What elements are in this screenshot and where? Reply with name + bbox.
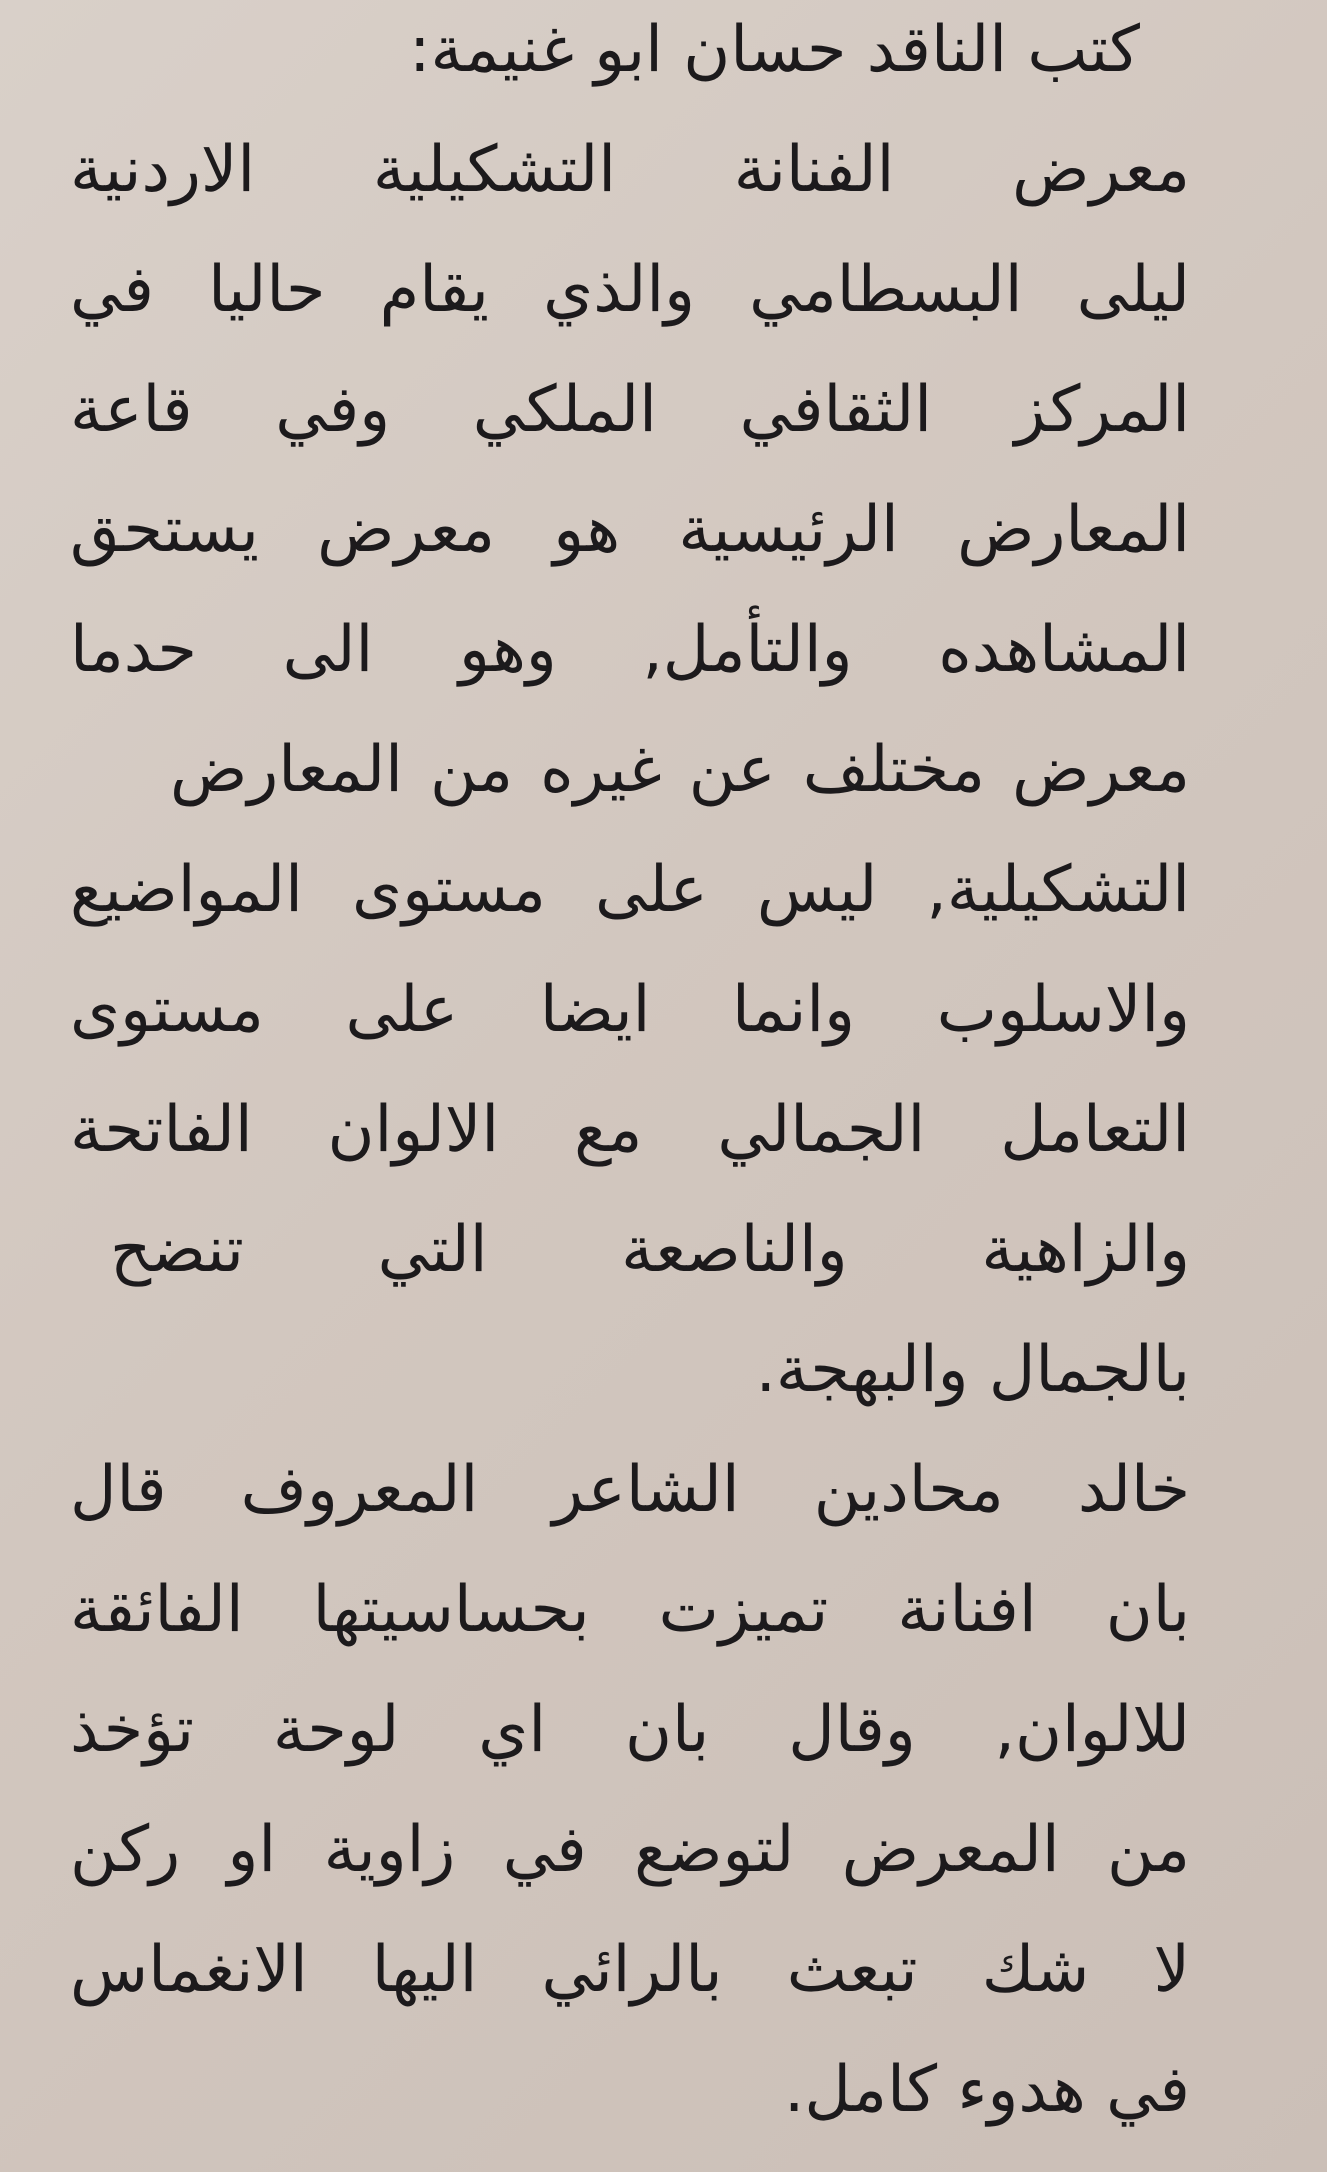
text-line: خالد محادين الشاعر المعروف قال	[70, 1453, 1190, 1527]
text-line: المشاهده والتأمل, وهو الى حدما	[70, 613, 1190, 687]
text-line: ليلى البسطامي والذي يقام حاليا في	[70, 253, 1190, 327]
text-line: بان افنانة تميزت بحساسيتها الفائقة	[70, 1573, 1190, 1647]
text-line: التعامل الجمالي مع الالوان الفاتحة	[70, 1093, 1190, 1167]
text-line: كتب الناقد حسان ابو غنيمة:	[408, 13, 1140, 87]
text-line: معرض الفنانة التشكيلية الاردنية	[70, 133, 1190, 207]
text-line: في هدوء كامل.	[783, 2053, 1190, 2127]
text-line: لا شك تبعث بالرائي اليها الانغماس	[70, 1933, 1190, 2007]
text-line: المعارض الرئيسية هو معرض يستحق	[70, 493, 1190, 567]
text-line: والزاهية والناصعة التي تنضح	[110, 1213, 1190, 1287]
text-line: والاسلوب وانما ايضا على مستوى	[70, 973, 1190, 1047]
text-line: من المعرض لتوضع في زاوية او ركن	[70, 1813, 1190, 1887]
text-line: التشكيلية, ليس على مستوى المواضيع	[70, 853, 1190, 927]
text-line: بالجمال والبهجة.	[755, 1333, 1190, 1407]
text-line: المركز الثقافي الملكي وفي قاعة	[70, 373, 1190, 447]
text-line: للالوان, وقال بان اي لوحة تؤخذ	[70, 1693, 1190, 1767]
text-line: معرض مختلف عن غيره من المعارض	[170, 733, 1190, 807]
